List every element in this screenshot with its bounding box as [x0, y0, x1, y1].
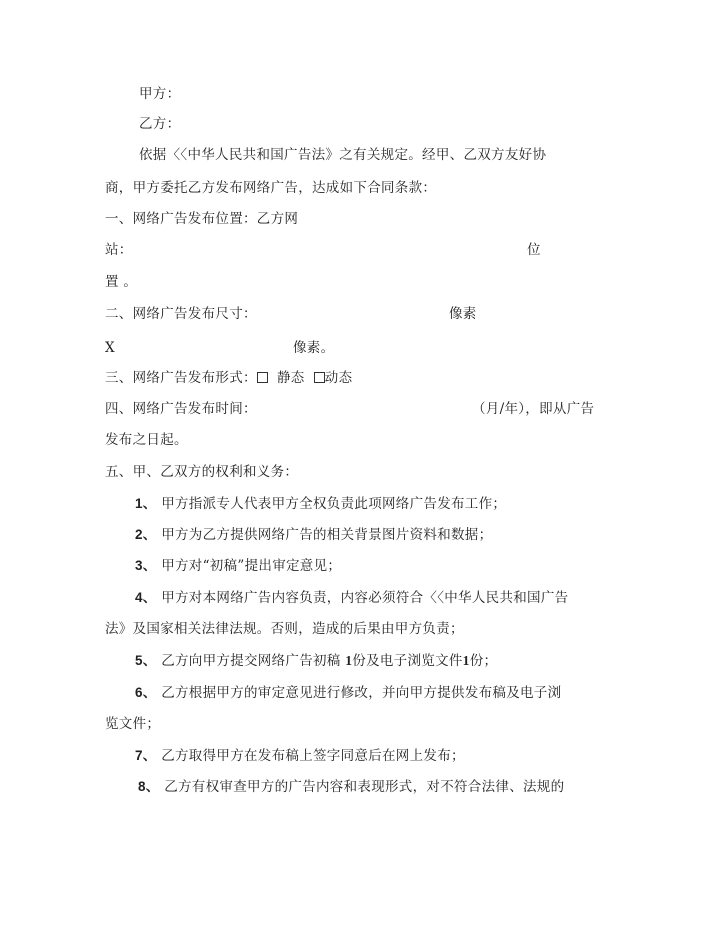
intro-line-1: 依据〈〈中华人民共和国广告法》之有关规定。经甲、乙双方友好协 [139, 147, 547, 163]
clause-5-title: 五、甲、乙双方的权利和义务： [105, 464, 299, 480]
item-text: 乙方有权审查甲方的广告内容和表现形式，对不符合法律、法规的 [164, 779, 565, 795]
item-text: 甲方对本网络广告内容负责，内容必须符合〈〈中华人民共和国广告 [161, 590, 569, 606]
list-item-cont: 法》及国家相关法律法规。否则，造成的后果由甲方负责； [105, 621, 464, 637]
clause-3-title: 三、网络广告发布形式： [105, 370, 257, 386]
item-number: 7、 [135, 748, 157, 763]
clause-2-x: X [105, 340, 115, 356]
list-item-cont: 览文件； [105, 716, 161, 732]
item-number: 2、 [135, 527, 157, 542]
clause-2-title: 二、网络广告发布尺寸： [105, 306, 257, 322]
item-number: 4、 [135, 590, 157, 605]
list-item [138, 779, 564, 795]
list-item [135, 558, 341, 574]
clause-2-pixel-2: 像素。 [293, 340, 335, 356]
list-item [135, 685, 561, 701]
item-text: 甲方指派专人代表甲方全权负责此项网络广告发布工作； [161, 496, 507, 512]
list-item [135, 496, 506, 512]
item-text: 甲方为乙方提供网络广告的相关背景图片资料和数据； [161, 527, 493, 543]
clause-4-unit: （月/年），即从广告 [472, 401, 595, 417]
clause-1-site-label: 站： [105, 242, 133, 258]
item-text: 乙方根据甲方的审定意见进行修改，并向甲方提供发布稿及电子浏 [161, 685, 562, 701]
party-a-label: 甲方： [139, 86, 181, 102]
static-label: 静态 [277, 370, 305, 386]
item-count-1: 1 [345, 653, 353, 668]
item-number: 1、 [135, 496, 157, 511]
clause-2-pixel-1: 像素 [449, 306, 477, 322]
item-text: 乙方向甲方提交网络广告初稿 [161, 653, 346, 669]
list-item [135, 590, 568, 606]
list-item [135, 653, 497, 669]
item-number: 8、 [138, 779, 160, 794]
clause-1-title: 一、网络广告发布位置：乙方网 [105, 211, 299, 227]
dynamic-checkbox[interactable] [314, 372, 325, 383]
clause-4-cont: 发布之日起。 [105, 432, 188, 448]
clause-1-zhi: 置 。 [105, 274, 138, 290]
item-text-b: 份及电子浏览文件 [352, 653, 463, 669]
static-checkbox[interactable] [257, 372, 268, 383]
dynamic-label: 动态 [324, 370, 353, 386]
list-item [135, 748, 465, 764]
party-b-label: 乙方： [139, 116, 181, 132]
item-text: 甲方对“初稿”提出审定意见； [161, 558, 342, 574]
list-item [135, 527, 492, 543]
item-text-c: 份； [469, 653, 498, 669]
clause-4-title: 四、网络广告发布时间： [105, 401, 257, 417]
item-count-2: 1 [462, 653, 470, 668]
item-number: 3、 [135, 558, 157, 573]
clause-3-line [105, 370, 352, 386]
clause-1-wei: 位 [527, 242, 541, 258]
item-text: 乙方取得甲方在发布稿上签字同意后在网上发布； [161, 748, 465, 764]
item-number: 6、 [135, 685, 157, 700]
item-number: 5、 [135, 653, 157, 668]
intro-line-2: 商，甲方委托乙方发布网络广告，达成如下合同条款： [105, 180, 437, 196]
